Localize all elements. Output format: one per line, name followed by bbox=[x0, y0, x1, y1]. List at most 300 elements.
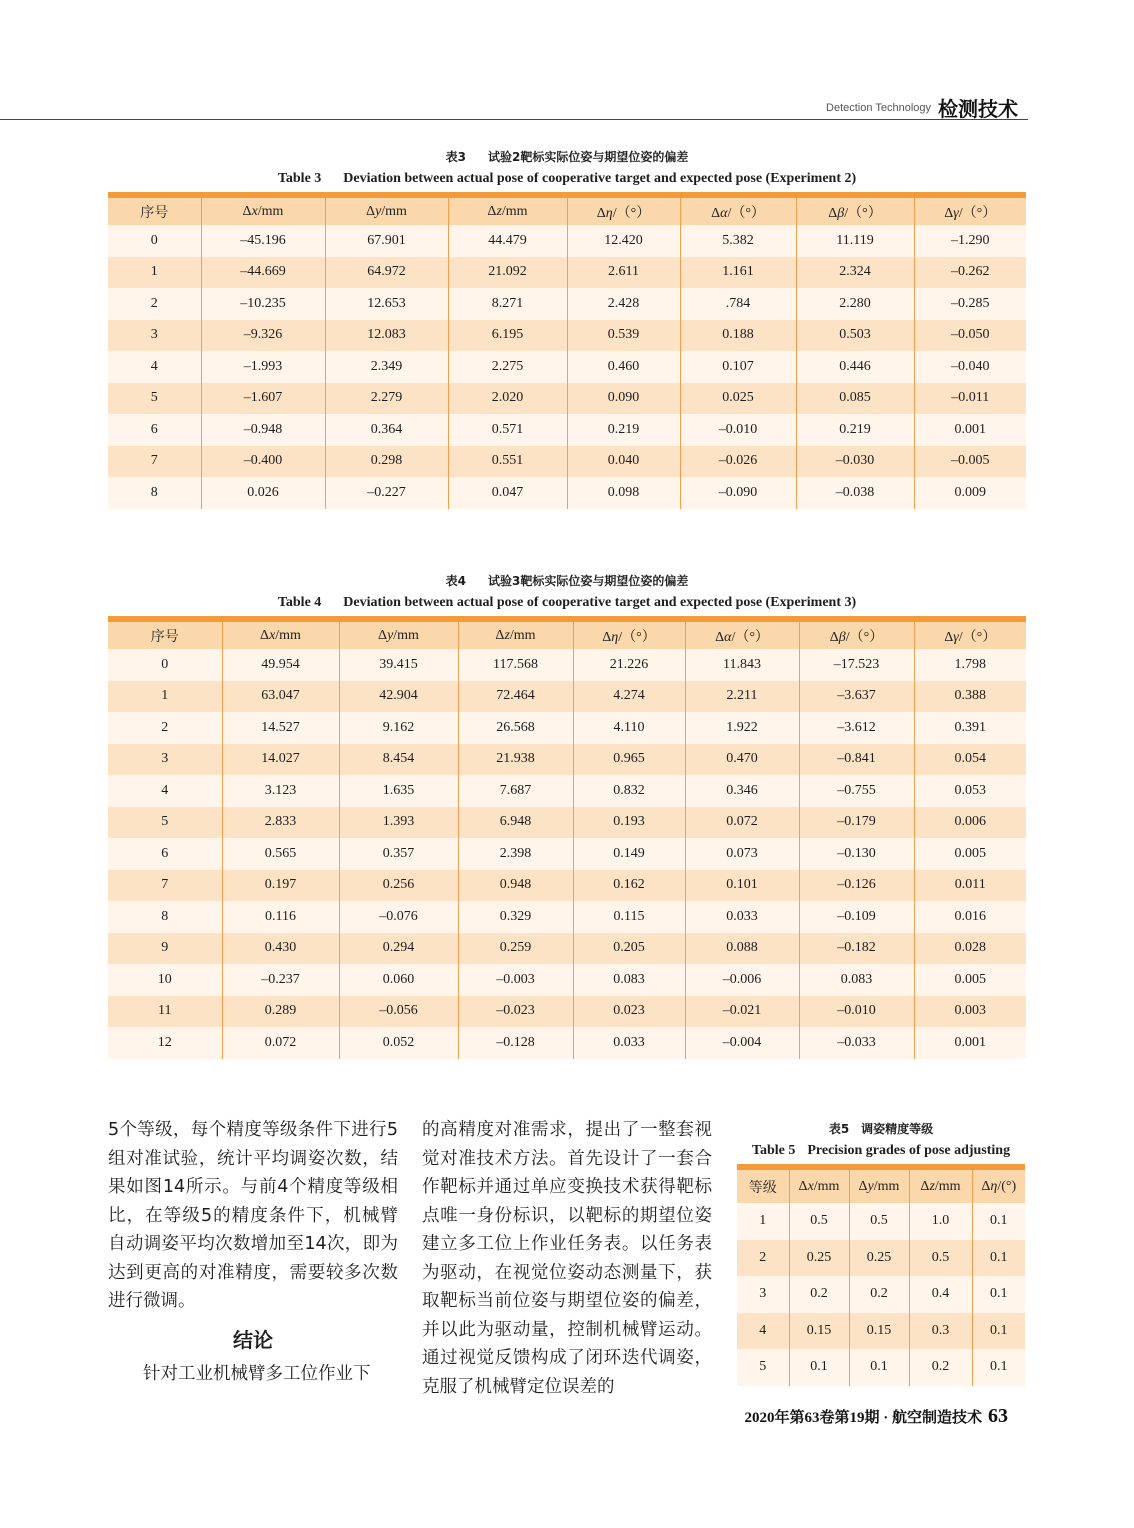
column-header-sym: Δ bbox=[944, 629, 954, 645]
column-header-sym: Δ bbox=[858, 1178, 868, 1194]
table-cell: 0.364 bbox=[325, 414, 448, 446]
table-header-row bbox=[108, 619, 1026, 649]
table-cell: 7.687 bbox=[458, 775, 573, 807]
table-cell: 6.948 bbox=[458, 807, 573, 839]
column-header-var: y bbox=[867, 1178, 874, 1194]
section-title-en: Detection Technology bbox=[826, 102, 931, 114]
column-header-unit: /mm bbox=[381, 203, 407, 219]
table-cell: 0.083 bbox=[573, 964, 685, 996]
table-cell: 0.1 bbox=[789, 1349, 849, 1386]
table-row bbox=[737, 1349, 1025, 1386]
table-cell: 4.274 bbox=[573, 681, 685, 713]
column-header-unit: /（°） bbox=[731, 629, 769, 645]
table-cell: 2.428 bbox=[567, 288, 680, 320]
table-cell: 0.329 bbox=[458, 901, 573, 933]
body-paragraph: 5个等级，每个精度等级条件下进行5组对准试验，统计平均调姿次数，结果如图14所示。与前4个精度等级相比，在等级5的精度条件下，机械臂自动调姿平均次数增加至14次，即为达到更高的对准精度，需要较多次数进行微调。 bbox=[108, 1120, 398, 1311]
table5-title-zh: 调姿精度等级 bbox=[861, 1122, 934, 1136]
table-cell: 0.011 bbox=[914, 870, 1026, 902]
page-footer bbox=[744, 1405, 1008, 1428]
table-cell: 9 bbox=[108, 933, 222, 965]
table-cell: 0.5 bbox=[789, 1203, 849, 1240]
table-cell: –0.841 bbox=[799, 744, 914, 776]
table4-title-en: Deviation between actual pose of cooperative target and expected pose (Experiment 3) bbox=[343, 595, 857, 610]
table-cell: 64.972 bbox=[325, 257, 448, 289]
column-header-unit: /mm bbox=[393, 627, 419, 643]
table3-number-en: Table 3 bbox=[277, 171, 322, 186]
column-header bbox=[737, 1167, 789, 1203]
table-cell: –0.003 bbox=[458, 964, 573, 996]
column-header-sym: Δ bbox=[596, 205, 606, 221]
table4-number-en: Table 4 bbox=[277, 595, 322, 610]
table3-number-zh: 表3 bbox=[445, 150, 466, 164]
table-cell: –0.076 bbox=[339, 901, 458, 933]
table-header-row bbox=[737, 1167, 1025, 1203]
table-cell: 0.085 bbox=[796, 383, 914, 415]
table-cell: 0.016 bbox=[914, 901, 1026, 933]
table-cell: 26.568 bbox=[458, 712, 573, 744]
column-header-var: x bbox=[251, 203, 258, 219]
table-cell: 0.430 bbox=[222, 933, 339, 965]
column-header bbox=[339, 619, 458, 649]
column-header-sym: Δ bbox=[366, 203, 376, 219]
table-cell: 1.393 bbox=[339, 807, 458, 839]
table-cell: 0.047 bbox=[448, 477, 567, 509]
table-cell: –0.400 bbox=[201, 446, 325, 478]
table-cell: 0.3 bbox=[909, 1313, 972, 1350]
column-header-sym: Δ bbox=[828, 205, 838, 221]
page-number: 63 bbox=[988, 1405, 1008, 1427]
table-cell: 0.197 bbox=[222, 870, 339, 902]
table5-title-en: Precision grades of pose adjusting bbox=[807, 1143, 1011, 1158]
table-cell: 2.833 bbox=[222, 807, 339, 839]
table5-number-en: Table 5 bbox=[751, 1143, 796, 1158]
table-cell: 0.072 bbox=[222, 1027, 339, 1059]
table-cell: 0.460 bbox=[567, 351, 680, 383]
table3 bbox=[108, 192, 1026, 509]
table4-title-zh: 试验3靶标实际位姿与期望位姿的偏差 bbox=[488, 574, 689, 588]
table-cell: 0.009 bbox=[914, 477, 1026, 509]
table-cell: 2.280 bbox=[796, 288, 914, 320]
table-cell: 10 bbox=[108, 964, 222, 996]
column-header-unit: /（°） bbox=[845, 629, 884, 645]
column-header-sym: Δ bbox=[829, 629, 839, 645]
table-cell: 0.006 bbox=[914, 807, 1026, 839]
table-cell: –1.993 bbox=[201, 351, 325, 383]
table4 bbox=[108, 616, 1026, 1059]
body-column-2 bbox=[422, 1116, 712, 1401]
table-header-row bbox=[108, 195, 1026, 225]
table-cell: 0.832 bbox=[573, 775, 685, 807]
table-cell: 39.415 bbox=[339, 649, 458, 681]
table-cell: –45.196 bbox=[201, 225, 325, 257]
column-header-sym: Δ bbox=[602, 629, 612, 645]
table-cell: 3 bbox=[108, 744, 222, 776]
journal-citation: 2020年第63卷第19期 · 航空制造技术 bbox=[744, 1410, 982, 1426]
table-cell: 5 bbox=[108, 807, 222, 839]
column-header-unit: /（°） bbox=[958, 205, 997, 221]
table-row bbox=[108, 1027, 1026, 1059]
table-cell: 0.040 bbox=[567, 446, 680, 478]
column-header bbox=[685, 619, 799, 649]
table-cell: 0.025 bbox=[680, 383, 796, 415]
table-cell: 2.349 bbox=[325, 351, 448, 383]
table-cell: 0.053 bbox=[914, 775, 1026, 807]
column-header bbox=[849, 1167, 909, 1203]
column-header bbox=[325, 195, 448, 225]
column-header-sym: Δ bbox=[378, 627, 388, 643]
table-cell: –0.090 bbox=[680, 477, 796, 509]
table-cell: 0.539 bbox=[567, 320, 680, 352]
column-header bbox=[789, 1167, 849, 1203]
table-cell: –0.948 bbox=[201, 414, 325, 446]
table-row bbox=[108, 838, 1026, 870]
table-cell: –0.026 bbox=[680, 446, 796, 478]
table-cell: –0.006 bbox=[685, 964, 799, 996]
table-row bbox=[108, 225, 1026, 257]
column-header-var: η bbox=[611, 629, 619, 645]
table-cell: –3.612 bbox=[799, 712, 914, 744]
table-row bbox=[737, 1313, 1025, 1350]
table-cell: 0.5 bbox=[849, 1203, 909, 1240]
table-cell: 0.023 bbox=[573, 996, 685, 1028]
table-cell: –0.755 bbox=[799, 775, 914, 807]
column-header-var: γ bbox=[953, 205, 959, 221]
table-cell: 0.219 bbox=[567, 414, 680, 446]
table-cell: 12.420 bbox=[567, 225, 680, 257]
table-cell: 49.954 bbox=[222, 649, 339, 681]
table-cell: 8.454 bbox=[339, 744, 458, 776]
column-header-unit: /mm bbox=[257, 203, 284, 219]
table-cell: 0.073 bbox=[685, 838, 799, 870]
table-cell: 0.193 bbox=[573, 807, 685, 839]
table-cell: 0.162 bbox=[573, 870, 685, 902]
column-header-sym: Δ bbox=[487, 203, 497, 219]
column-header-var: η bbox=[605, 205, 613, 221]
table-cell: 117.568 bbox=[458, 649, 573, 681]
column-header bbox=[914, 619, 1026, 649]
table4-caption-zh bbox=[108, 572, 1026, 589]
table3-title-en: Deviation between actual pose of cooperative target and expected pose (Experiment 2) bbox=[343, 171, 857, 186]
table-cell: 8 bbox=[108, 477, 201, 509]
column-header-unit: /mm bbox=[934, 1178, 961, 1194]
table-cell: 12.653 bbox=[325, 288, 448, 320]
table-cell: 1.798 bbox=[914, 649, 1026, 681]
column-header-label: 序号 bbox=[150, 628, 179, 645]
table-cell: 0.090 bbox=[567, 383, 680, 415]
table5-caption-zh bbox=[737, 1120, 1025, 1137]
table-cell: –0.179 bbox=[799, 807, 914, 839]
column-header-sym: Δ bbox=[715, 629, 725, 645]
column-header bbox=[799, 619, 914, 649]
table-cell: 44.479 bbox=[448, 225, 567, 257]
header-rule bbox=[0, 119, 1028, 120]
table-cell: 0.001 bbox=[914, 1027, 1026, 1059]
column-header bbox=[914, 195, 1026, 225]
table-cell: 0.219 bbox=[796, 414, 914, 446]
table-cell: 0.2 bbox=[909, 1349, 972, 1386]
table-cell: 0.346 bbox=[685, 775, 799, 807]
column-header-unit: /mm bbox=[813, 1178, 840, 1194]
table-cell: 63.047 bbox=[222, 681, 339, 713]
column-header-var: z bbox=[496, 203, 502, 219]
table5 bbox=[737, 1164, 1025, 1386]
table-cell: 0.1 bbox=[849, 1349, 909, 1386]
table-cell: 0 bbox=[108, 649, 222, 681]
table-cell: 21.938 bbox=[458, 744, 573, 776]
table-cell: –0.004 bbox=[685, 1027, 799, 1059]
table-cell: 0.149 bbox=[573, 838, 685, 870]
table-cell: –0.023 bbox=[458, 996, 573, 1028]
table-cell: 0.256 bbox=[339, 870, 458, 902]
table-row bbox=[108, 712, 1026, 744]
table-cell: –0.285 bbox=[914, 288, 1026, 320]
table-cell: –0.005 bbox=[914, 446, 1026, 478]
column-header-var: z bbox=[929, 1178, 935, 1194]
column-header bbox=[222, 619, 339, 649]
column-header-var: α bbox=[720, 205, 728, 221]
table-cell: 0.1 bbox=[972, 1313, 1025, 1350]
table-cell: –0.262 bbox=[914, 257, 1026, 289]
table-cell: –1.290 bbox=[914, 225, 1026, 257]
table-row bbox=[108, 257, 1026, 289]
table-cell: 0.003 bbox=[914, 996, 1026, 1028]
column-header-var: x bbox=[807, 1178, 814, 1194]
table-cell: 21.092 bbox=[448, 257, 567, 289]
table-cell: 1.635 bbox=[339, 775, 458, 807]
table-cell: 0.565 bbox=[222, 838, 339, 870]
table-cell: 0.028 bbox=[914, 933, 1026, 965]
table-cell: 0.298 bbox=[325, 446, 448, 478]
table-cell: –0.227 bbox=[325, 477, 448, 509]
table-cell: 2.275 bbox=[448, 351, 567, 383]
table-cell: –0.040 bbox=[914, 351, 1026, 383]
table-cell: 3 bbox=[108, 320, 201, 352]
table-cell: 0.026 bbox=[201, 477, 325, 509]
column-header bbox=[458, 619, 573, 649]
table-cell: 2.020 bbox=[448, 383, 567, 415]
table-cell: 14.527 bbox=[222, 712, 339, 744]
table-row bbox=[108, 383, 1026, 415]
table-row bbox=[108, 744, 1026, 776]
table4-number-zh: 表4 bbox=[445, 574, 466, 588]
table-cell: 0.052 bbox=[339, 1027, 458, 1059]
column-header-sym: Δ bbox=[944, 205, 954, 221]
column-header-var: α bbox=[724, 629, 732, 645]
column-header-unit: /（°） bbox=[958, 629, 997, 645]
table-row bbox=[108, 320, 1026, 352]
column-header bbox=[680, 195, 796, 225]
table-row bbox=[108, 351, 1026, 383]
column-header-var: β bbox=[837, 205, 845, 221]
table-cell: 1.922 bbox=[685, 712, 799, 744]
table-row bbox=[737, 1276, 1025, 1313]
table-cell: 1 bbox=[108, 257, 201, 289]
column-header-unit: /(°) bbox=[997, 1178, 1017, 1194]
table-cell: 3.123 bbox=[222, 775, 339, 807]
column-header-sym: Δ bbox=[495, 627, 505, 643]
table-cell: 0.15 bbox=[789, 1313, 849, 1350]
table-cell: 0.391 bbox=[914, 712, 1026, 744]
table5-caption-en bbox=[737, 1143, 1025, 1159]
column-header bbox=[448, 195, 567, 225]
column-header-sym: Δ bbox=[711, 205, 721, 221]
column-header-unit: /mm bbox=[873, 1178, 900, 1194]
table-row bbox=[108, 901, 1026, 933]
table-cell: 0.205 bbox=[573, 933, 685, 965]
table-row bbox=[108, 775, 1026, 807]
table-cell: –0.010 bbox=[680, 414, 796, 446]
table-cell: 12.083 bbox=[325, 320, 448, 352]
column-header-sym: Δ bbox=[920, 1178, 930, 1194]
table-cell: 0.054 bbox=[914, 744, 1026, 776]
table-row bbox=[737, 1203, 1025, 1240]
body-paragraph: 的高精度对准需求，提出了一整套视觉对准技术方法。首先设计了一套合作靶标并通过单应变换技术获得靶标点唯一身份标识，以靶标的期望位姿建立多工位上作业任务表。以任务表为驱动，在视觉位姿动态测量下，获取靶标当前位姿与期望位姿的偏差，并以此为驱动量，控制机械臂运动。通过视觉反馈构成了闭环迭代调姿，克服了机械臂定位误差的 bbox=[422, 1120, 712, 1397]
table-row bbox=[108, 414, 1026, 446]
table-cell: 0.571 bbox=[448, 414, 567, 446]
column-header-var: γ bbox=[953, 629, 959, 645]
column-header-sym: Δ bbox=[981, 1178, 991, 1194]
column-header-unit: /（°） bbox=[844, 205, 882, 221]
table-cell: –10.235 bbox=[201, 288, 325, 320]
column-header bbox=[972, 1167, 1025, 1203]
table-cell: 1 bbox=[108, 681, 222, 713]
table-cell: 4 bbox=[737, 1313, 789, 1350]
table-cell: –0.011 bbox=[914, 383, 1026, 415]
column-header-var: x bbox=[269, 627, 276, 643]
table-row bbox=[108, 870, 1026, 902]
table-cell: 0.5 bbox=[909, 1240, 972, 1277]
table-cell: –0.050 bbox=[914, 320, 1026, 352]
table-row bbox=[108, 807, 1026, 839]
table-cell: 0.25 bbox=[789, 1240, 849, 1277]
table-cell: 0.357 bbox=[339, 838, 458, 870]
table-cell: 0.1 bbox=[972, 1203, 1025, 1240]
table3-caption-zh bbox=[108, 148, 1026, 165]
table-cell: –9.326 bbox=[201, 320, 325, 352]
column-header-sym: Δ bbox=[260, 627, 270, 643]
table-cell: 0.005 bbox=[914, 838, 1026, 870]
table-cell: 0.005 bbox=[914, 964, 1026, 996]
table-cell: –44.669 bbox=[201, 257, 325, 289]
table-cell: 11.119 bbox=[796, 225, 914, 257]
table-cell: 0.060 bbox=[339, 964, 458, 996]
table-cell: 4.110 bbox=[573, 712, 685, 744]
table-cell: 11.843 bbox=[685, 649, 799, 681]
table-cell: 1.161 bbox=[680, 257, 796, 289]
table3-title-zh: 试验2靶标实际位姿与期望位姿的偏差 bbox=[488, 150, 689, 164]
table-cell: –0.033 bbox=[799, 1027, 914, 1059]
table-cell: 0.1 bbox=[972, 1349, 1025, 1386]
table-row bbox=[108, 964, 1026, 996]
table3-caption-en bbox=[108, 171, 1026, 187]
table-cell: 2.324 bbox=[796, 257, 914, 289]
table-cell: 0.116 bbox=[222, 901, 339, 933]
column-header bbox=[573, 619, 685, 649]
table-cell: 72.464 bbox=[458, 681, 573, 713]
table-cell: 42.904 bbox=[339, 681, 458, 713]
table-cell: 4 bbox=[108, 775, 222, 807]
table-cell: 2.279 bbox=[325, 383, 448, 415]
table-cell: 0.1 bbox=[972, 1276, 1025, 1313]
table-cell: –0.109 bbox=[799, 901, 914, 933]
table-cell: 0.033 bbox=[573, 1027, 685, 1059]
column-header-unit: /mm bbox=[509, 627, 536, 643]
table-cell: 2.398 bbox=[458, 838, 573, 870]
table-cell: –0.030 bbox=[796, 446, 914, 478]
column-header-unit: /（°） bbox=[727, 205, 765, 221]
table-cell: 2 bbox=[108, 288, 201, 320]
table-row bbox=[108, 446, 1026, 478]
table-cell: 0.551 bbox=[448, 446, 567, 478]
table-cell: 5.382 bbox=[680, 225, 796, 257]
table-row bbox=[737, 1240, 1025, 1277]
column-header-var: y bbox=[375, 203, 382, 219]
table-row bbox=[108, 288, 1026, 320]
table-row bbox=[108, 933, 1026, 965]
section-heading: 结论 bbox=[233, 1327, 273, 1352]
table-cell: 0.446 bbox=[796, 351, 914, 383]
table-cell: 5 bbox=[108, 383, 201, 415]
table-cell: 12 bbox=[108, 1027, 222, 1059]
table-cell: 14.027 bbox=[222, 744, 339, 776]
table-cell: 0.294 bbox=[339, 933, 458, 965]
column-header bbox=[108, 195, 201, 225]
column-header-unit: /（°） bbox=[612, 205, 651, 221]
table-cell: 8 bbox=[108, 901, 222, 933]
column-header bbox=[108, 619, 222, 649]
table-cell: –0.056 bbox=[339, 996, 458, 1028]
column-header-var: β bbox=[838, 629, 846, 645]
table-cell: –0.126 bbox=[799, 870, 914, 902]
table-cell: 2 bbox=[108, 712, 222, 744]
table-cell: –3.637 bbox=[799, 681, 914, 713]
column-header-label: 等级 bbox=[748, 1179, 777, 1196]
table-cell: 0.098 bbox=[567, 477, 680, 509]
table-cell: –0.130 bbox=[799, 838, 914, 870]
table-cell: 0.25 bbox=[849, 1240, 909, 1277]
table-cell: 0.2 bbox=[849, 1276, 909, 1313]
table-cell: –0.021 bbox=[685, 996, 799, 1028]
table-row bbox=[108, 649, 1026, 681]
table-cell: 7 bbox=[108, 446, 201, 478]
table-cell: 67.901 bbox=[325, 225, 448, 257]
table-cell: 0.101 bbox=[685, 870, 799, 902]
table-cell: 0.115 bbox=[573, 901, 685, 933]
table-cell: 0.188 bbox=[680, 320, 796, 352]
table-cell: 2.611 bbox=[567, 257, 680, 289]
table-cell: 11 bbox=[108, 996, 222, 1028]
body-paragraph: 针对工业机械臂多工位作业下 bbox=[143, 1364, 371, 1384]
table-cell: 6 bbox=[108, 414, 201, 446]
table-cell: 0.965 bbox=[573, 744, 685, 776]
table-cell: –0.237 bbox=[222, 964, 339, 996]
column-header-var: z bbox=[504, 627, 510, 643]
table-cell: 7 bbox=[108, 870, 222, 902]
column-header-unit: /mm bbox=[501, 203, 528, 219]
column-header bbox=[201, 195, 325, 225]
table-cell: 21.226 bbox=[573, 649, 685, 681]
table-cell: 0.15 bbox=[849, 1313, 909, 1350]
table-cell: 0.107 bbox=[680, 351, 796, 383]
table-cell: –0.010 bbox=[799, 996, 914, 1028]
column-header-sym: Δ bbox=[798, 1178, 808, 1194]
table-cell: 0 bbox=[108, 225, 201, 257]
table-row bbox=[108, 477, 1026, 509]
table-cell: 0.470 bbox=[685, 744, 799, 776]
table-cell: 0.088 bbox=[685, 933, 799, 965]
section-title-zh: 检测技术 bbox=[938, 97, 1018, 121]
table-cell: 0.1 bbox=[972, 1240, 1025, 1277]
